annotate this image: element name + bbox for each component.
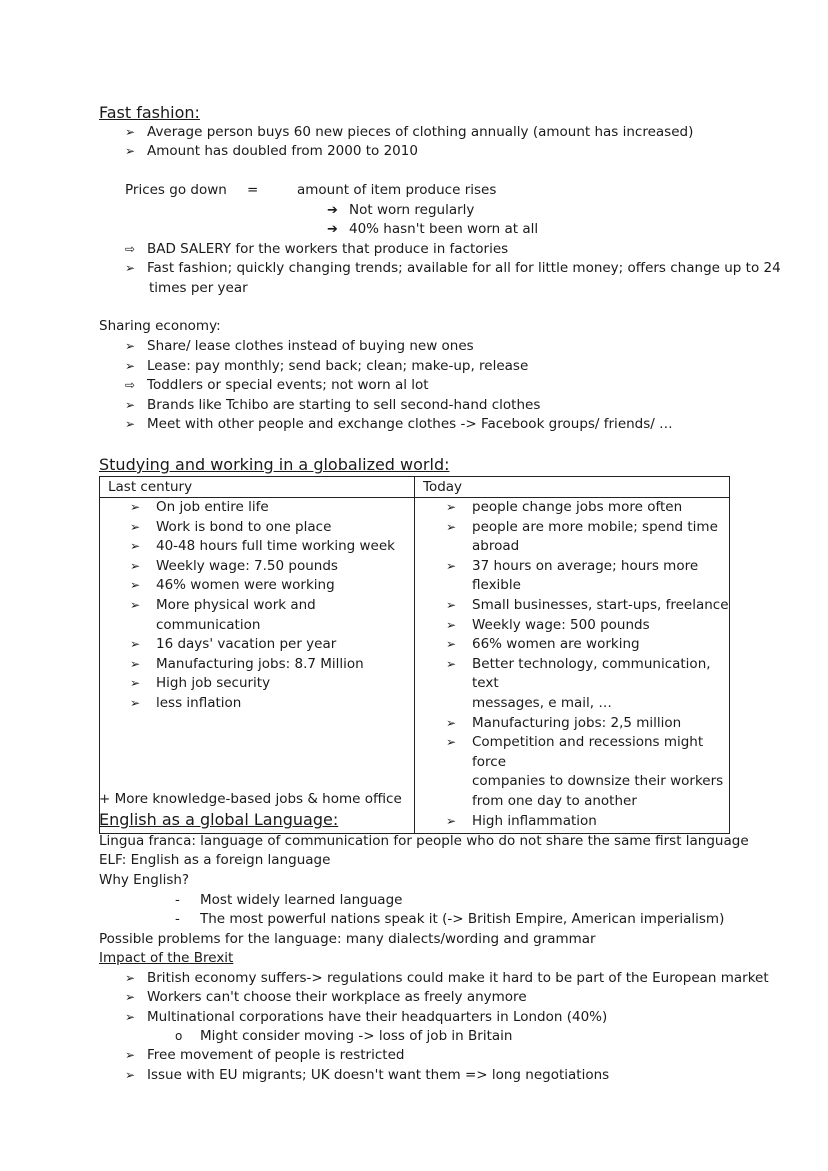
list-item: ➢ On job entire life [100,498,414,518]
list-item: ➔ 40% hasn't been worn at all [327,221,539,237]
arrowhead-bullet-icon: ➢ [125,1010,136,1024]
list-item: ➢ Average person buys 60 new pieces of clothing annually (amount has increased) [125,124,694,140]
list-item: ➢ people change jobs more often [415,498,729,518]
arrowhead-bullet-icon: ➢ [125,125,136,139]
column-header-today: Today [415,477,730,498]
list-item: ➢ 40-48 hours full time working week [100,537,414,557]
arrowhead-bullet-icon: ➢ [130,539,141,554]
list-item: ➢ Workers can't choose their workplace as freely anymore [125,989,527,1005]
arrowhead-bullet-icon: ➢ [130,558,141,573]
list-item: ➢ British economy suffers-> regulations could make it hard to be part of the European market [125,970,769,986]
list-item: ➢ Work is bond to one place [100,518,414,538]
arrowhead-bullet-icon: ➢ [125,358,136,373]
arrowhead-bullet-icon: ➢ [125,1068,136,1082]
arrowhead-bullet-icon: ➢ [125,417,136,431]
arrowhead-bullet-icon: ➢ [446,735,457,750]
prices-right-text: amount of item produce rises [297,182,497,198]
list-item: ➢ High job security [100,674,414,694]
today-cell [415,498,730,834]
arrowhead-bullet-icon: ➢ [446,597,457,612]
arrowhead-bullet-icon: ➢ [130,656,141,671]
prices-left-text: Prices go down [125,182,227,198]
list-item: ⇨ Toddlers or special events; not worn al lot [125,377,429,393]
list-item: - Most widely learned language [175,892,403,908]
arrowhead-bullet-icon: ➢ [446,637,457,652]
list-item: ➢ Meet with other people and exchange clothes -> Facebook groups/ friends/ … [125,416,673,432]
outline-arrow-icon: ⇨ [125,378,136,392]
arrowhead-bullet-icon: ➢ [446,715,457,730]
fast-fashion-heading: Fast fashion: [99,103,200,122]
brexit-heading: Impact of the Brexit [99,950,234,966]
list-item-continuation: times per year [149,280,248,296]
arrowhead-bullet-icon: ➢ [446,656,457,671]
list-item: ➢ 66% women are working [415,635,729,655]
problems-line: Possible problems for the language: many dialects/wording and grammar [99,931,596,947]
list-item: ⇨ BAD SALERY for the workers that produce in factories [125,241,509,257]
right-arrow-icon: ➔ [327,203,338,218]
list-item: ➢ less inflation [100,694,414,714]
circle-bullet-icon: o [175,1029,183,1043]
arrowhead-bullet-icon: ➢ [125,261,136,275]
equals-sign: = [247,182,259,198]
arrowhead-bullet-icon: ➢ [125,397,136,412]
right-arrow-icon: ➔ [327,222,338,237]
list-item: ➢ Amount has doubled from 2000 to 2010 [125,143,418,159]
list-item: ➢ Competition and recessions might force companies to downsize their workers from one day to another [446,734,724,809]
list-item: - The most powerful nations speak it (-> British Empire, American imperialism) [175,911,725,927]
list-item: ➢ Fast fashion; quickly changing trends; available for all for little money; offers change up to 24 [125,260,781,276]
arrowhead-bullet-icon: ➢ [446,500,457,514]
list-item: ➢ High inflammation [415,812,729,832]
why-english-line: Why English? [99,872,190,888]
arrowhead-bullet-icon: ➢ [446,519,457,534]
list-item: ➢ Share/ lease clothes instead of buying new ones [125,338,474,354]
list-item: ➢ people are more mobile; spend time abroad [446,518,718,555]
arrowhead-bullet-icon: ➢ [125,1048,136,1062]
list-item: ➢ Weekly wage: 7.50 pounds [100,557,414,577]
arrowhead-bullet-icon: ➢ [130,597,141,612]
list-item: ➢ Issue with EU migrants; UK doesn't want them => long negotiations [125,1067,610,1083]
list-item: ➢ Manufacturing jobs: 2,5 million [415,714,729,734]
sub-list-item: o Might consider moving -> loss of job in Britain [175,1028,513,1044]
list-item: ➢ 16 days' vacation per year [100,635,414,655]
studying-heading: Studying and working in a globalized world: [99,455,450,474]
column-header-last-century: Last century [100,477,415,498]
list-item: ➢ More physical work and communication [130,596,316,633]
list-item: ➔ Not worn regularly [327,202,475,218]
arrowhead-bullet-icon: ➢ [130,500,141,514]
english-heading: English as a global Language: [99,810,339,829]
arrowhead-bullet-icon: ➢ [125,971,136,985]
outline-arrow-icon: ⇨ [125,242,136,256]
list-item: ➢ 46% women were working [100,576,414,596]
arrowhead-bullet-icon: ➢ [130,519,141,534]
list-item: ➢ Lease: pay monthly; send back; clean; make-up, release [125,357,529,374]
list-item: ➢ Small businesses, start-ups, freelance [415,596,729,616]
dash-bullet-icon: - [175,911,180,927]
arrowhead-bullet-icon: ➢ [125,144,136,158]
sharing-economy-heading: Sharing economy: [99,318,221,334]
list-item: ➢ Manufacturing jobs: 8.7 Million [100,655,414,675]
list-item: ➢ Multinational corporations have their headquarters in London (40%) [125,1009,608,1025]
arrowhead-bullet-icon: ➢ [446,813,457,828]
list-item: ➢ Weekly wage: 500 pounds [415,616,729,636]
arrowhead-bullet-icon: ➢ [125,990,136,1004]
comparison-table [99,476,730,834]
arrowhead-bullet-icon: ➢ [130,637,141,652]
list-item: ➢ Free movement of people is restricted [125,1047,405,1063]
arrowhead-bullet-icon: ➢ [130,578,141,593]
arrowhead-bullet-icon: ➢ [125,339,136,353]
list-item: ➢ Brands like Tchibo are starting to sell second-hand clothes [125,396,541,413]
list-item: ➢ 37 hours on average; hours more flexible [446,557,699,594]
dash-bullet-icon: - [175,892,180,908]
after-table-note: + More knowledge-based jobs & home office [99,791,402,807]
list-item: ➢ Better technology, communication, text messages, e mail, … [446,655,711,711]
elf-line: ELF: English as a foreign language [99,852,331,868]
arrowhead-bullet-icon: ➢ [446,617,457,632]
arrowhead-bullet-icon: ➢ [130,695,141,710]
arrowhead-bullet-icon: ➢ [130,676,141,691]
arrowhead-bullet-icon: ➢ [446,558,457,573]
lingua-franca-line: Lingua franca: language of communication for people who do not share the same first language [99,833,749,849]
last-century-cell [100,498,415,834]
